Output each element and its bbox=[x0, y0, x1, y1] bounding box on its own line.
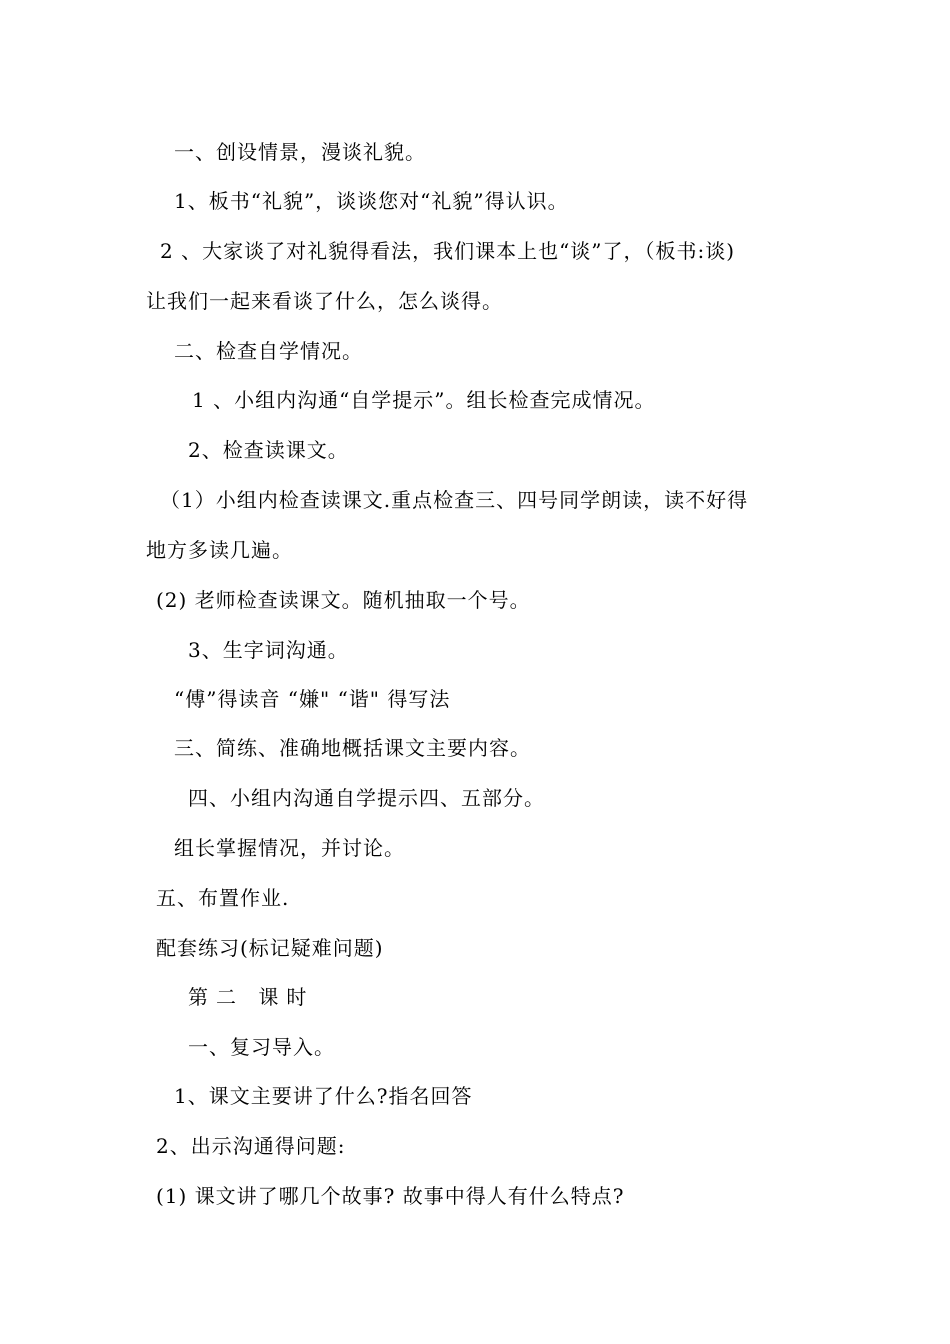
step-item-5: 3、生字词沟通。 bbox=[188, 638, 349, 662]
vocabulary-note: “傅”得读音 “嫌" “谐" 得写法 bbox=[174, 687, 451, 711]
step-item-3: 1 、小组内沟通“自学提示”。组长检查完成情况。 bbox=[192, 388, 656, 412]
homework-note: 配套练习(标记疑难问题) bbox=[156, 936, 384, 960]
sub-item-1-continued: 地方多读几遍。 bbox=[146, 538, 293, 562]
step-item-2-continued: 让我们一起来看谈了什么，怎么谈得。 bbox=[146, 289, 503, 313]
sub-item-1: （1）小组内检查读课文.重点检查三、四号同学朗读，读不好得 bbox=[160, 488, 749, 512]
lesson-two-item-1: 1、课文主要讲了什么?指名回答 bbox=[174, 1084, 473, 1108]
section-heading-3: 三、简练、准确地概括课文主要内容。 bbox=[174, 736, 531, 760]
lesson-two-item-2: 2、出示沟通得问题: bbox=[156, 1134, 346, 1158]
lesson-two-heading-1: 一、复习导入。 bbox=[188, 1035, 335, 1059]
step-item-4: 2、检查读课文。 bbox=[188, 438, 349, 462]
step-item-1: 1、板书“礼貌”，谈谈您对“礼貌”得认识。 bbox=[174, 189, 569, 213]
lesson-two-title: 第二 课时 bbox=[188, 985, 315, 1009]
section-heading-5: 五、布置作业. bbox=[156, 886, 290, 910]
section-heading-2: 二、检查自学情况。 bbox=[174, 339, 363, 363]
section-heading-1: 一、创设情景，漫谈礼貌。 bbox=[174, 140, 426, 164]
section-heading-4: 四、小组内沟通自学提示四、五部分。 bbox=[188, 786, 545, 810]
sub-item-2: (2) 老师检查读课文。随机抽取一个号。 bbox=[156, 588, 531, 612]
lesson-two-sub-item-1: (1) 课文讲了哪几个故事? 故事中得人有什么特点? bbox=[156, 1184, 625, 1208]
step-item-2: 2 、大家谈了对礼貌得看法，我们课本上也“谈”了，（板书:谈) bbox=[160, 239, 736, 263]
section-4-note: 组长掌握情况，并讨论。 bbox=[174, 836, 405, 860]
